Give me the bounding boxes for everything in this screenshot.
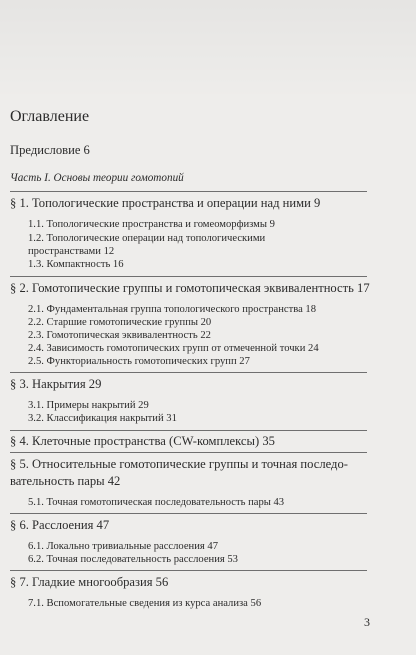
toc-item-continuation: пространствами 12 — [28, 246, 115, 257]
toc-item: 3.2. Классификация накрытий 31 — [28, 413, 177, 424]
section-3-title: § 3. Накрытия 29 — [10, 377, 102, 391]
section-divider — [10, 276, 367, 277]
toc-item: 6.2. Точная последовательность расслоения 53 — [28, 554, 238, 565]
page-title: Оглавление — [10, 108, 90, 125]
toc-item: 7.1. Вспомогательные сведения из курса анализа 56 — [28, 598, 262, 609]
section-divider — [10, 372, 367, 373]
page-number: 3 — [364, 615, 370, 629]
toc-item: 2.4. Зависимость гомотопических групп от отмеченной точки 24 — [28, 343, 319, 354]
section-6-title: § 6. Расслоения 47 — [10, 518, 110, 532]
preface-entry: Предисловие 6 — [10, 143, 90, 157]
section-divider — [10, 430, 367, 431]
section-4-title: § 4. Клеточные пространства (CW-комплексы) 35 — [10, 434, 275, 448]
section-1-title: § 1. Топологические пространства и операции над ними 9 — [10, 196, 321, 210]
section-5-title-line2: вательность пары 42 — [10, 474, 121, 488]
toc-item: 1.2. Топологические операции над топологическими — [28, 233, 266, 244]
toc-item: 5.1. Точная гомотопическая последовательность пары 43 — [28, 497, 285, 508]
toc-item: 1.1. Топологические пространства и гомеоморфизмы 9 — [28, 219, 275, 230]
section-divider — [10, 513, 367, 514]
section-2-title: § 2. Гомотопические группы и гомотопическая эквивалентность 17 — [10, 281, 370, 295]
toc-item: 2.2. Старшие гомотопические группы 20 — [28, 317, 212, 328]
section-5-title-line1: § 5. Относительные гомотопические группы и точная последо- — [10, 457, 348, 471]
toc-item: 2.3. Гомотопическая эквивалентность 22 — [28, 330, 211, 341]
toc-item: 3.1. Примеры накрытий 29 — [28, 400, 149, 411]
show-through-text — [0, 0, 416, 100]
section-divider — [10, 570, 367, 571]
section-divider — [10, 191, 367, 192]
toc-item: 2.1. Фундаментальная группа топологического пространства 18 — [28, 304, 317, 315]
toc-item: 1.3. Компактность 16 — [28, 259, 124, 270]
section-7-title: § 7. Гладкие многообразия 56 — [10, 575, 169, 589]
section-divider — [10, 452, 367, 453]
toc-item: 6.1. Локально тривиальные расслоения 47 — [28, 541, 218, 552]
part-heading: Часть I. Основы теории гомотопий — [10, 172, 184, 184]
toc-item: 2.5. Функториальность гомотопических групп 27 — [28, 356, 250, 367]
